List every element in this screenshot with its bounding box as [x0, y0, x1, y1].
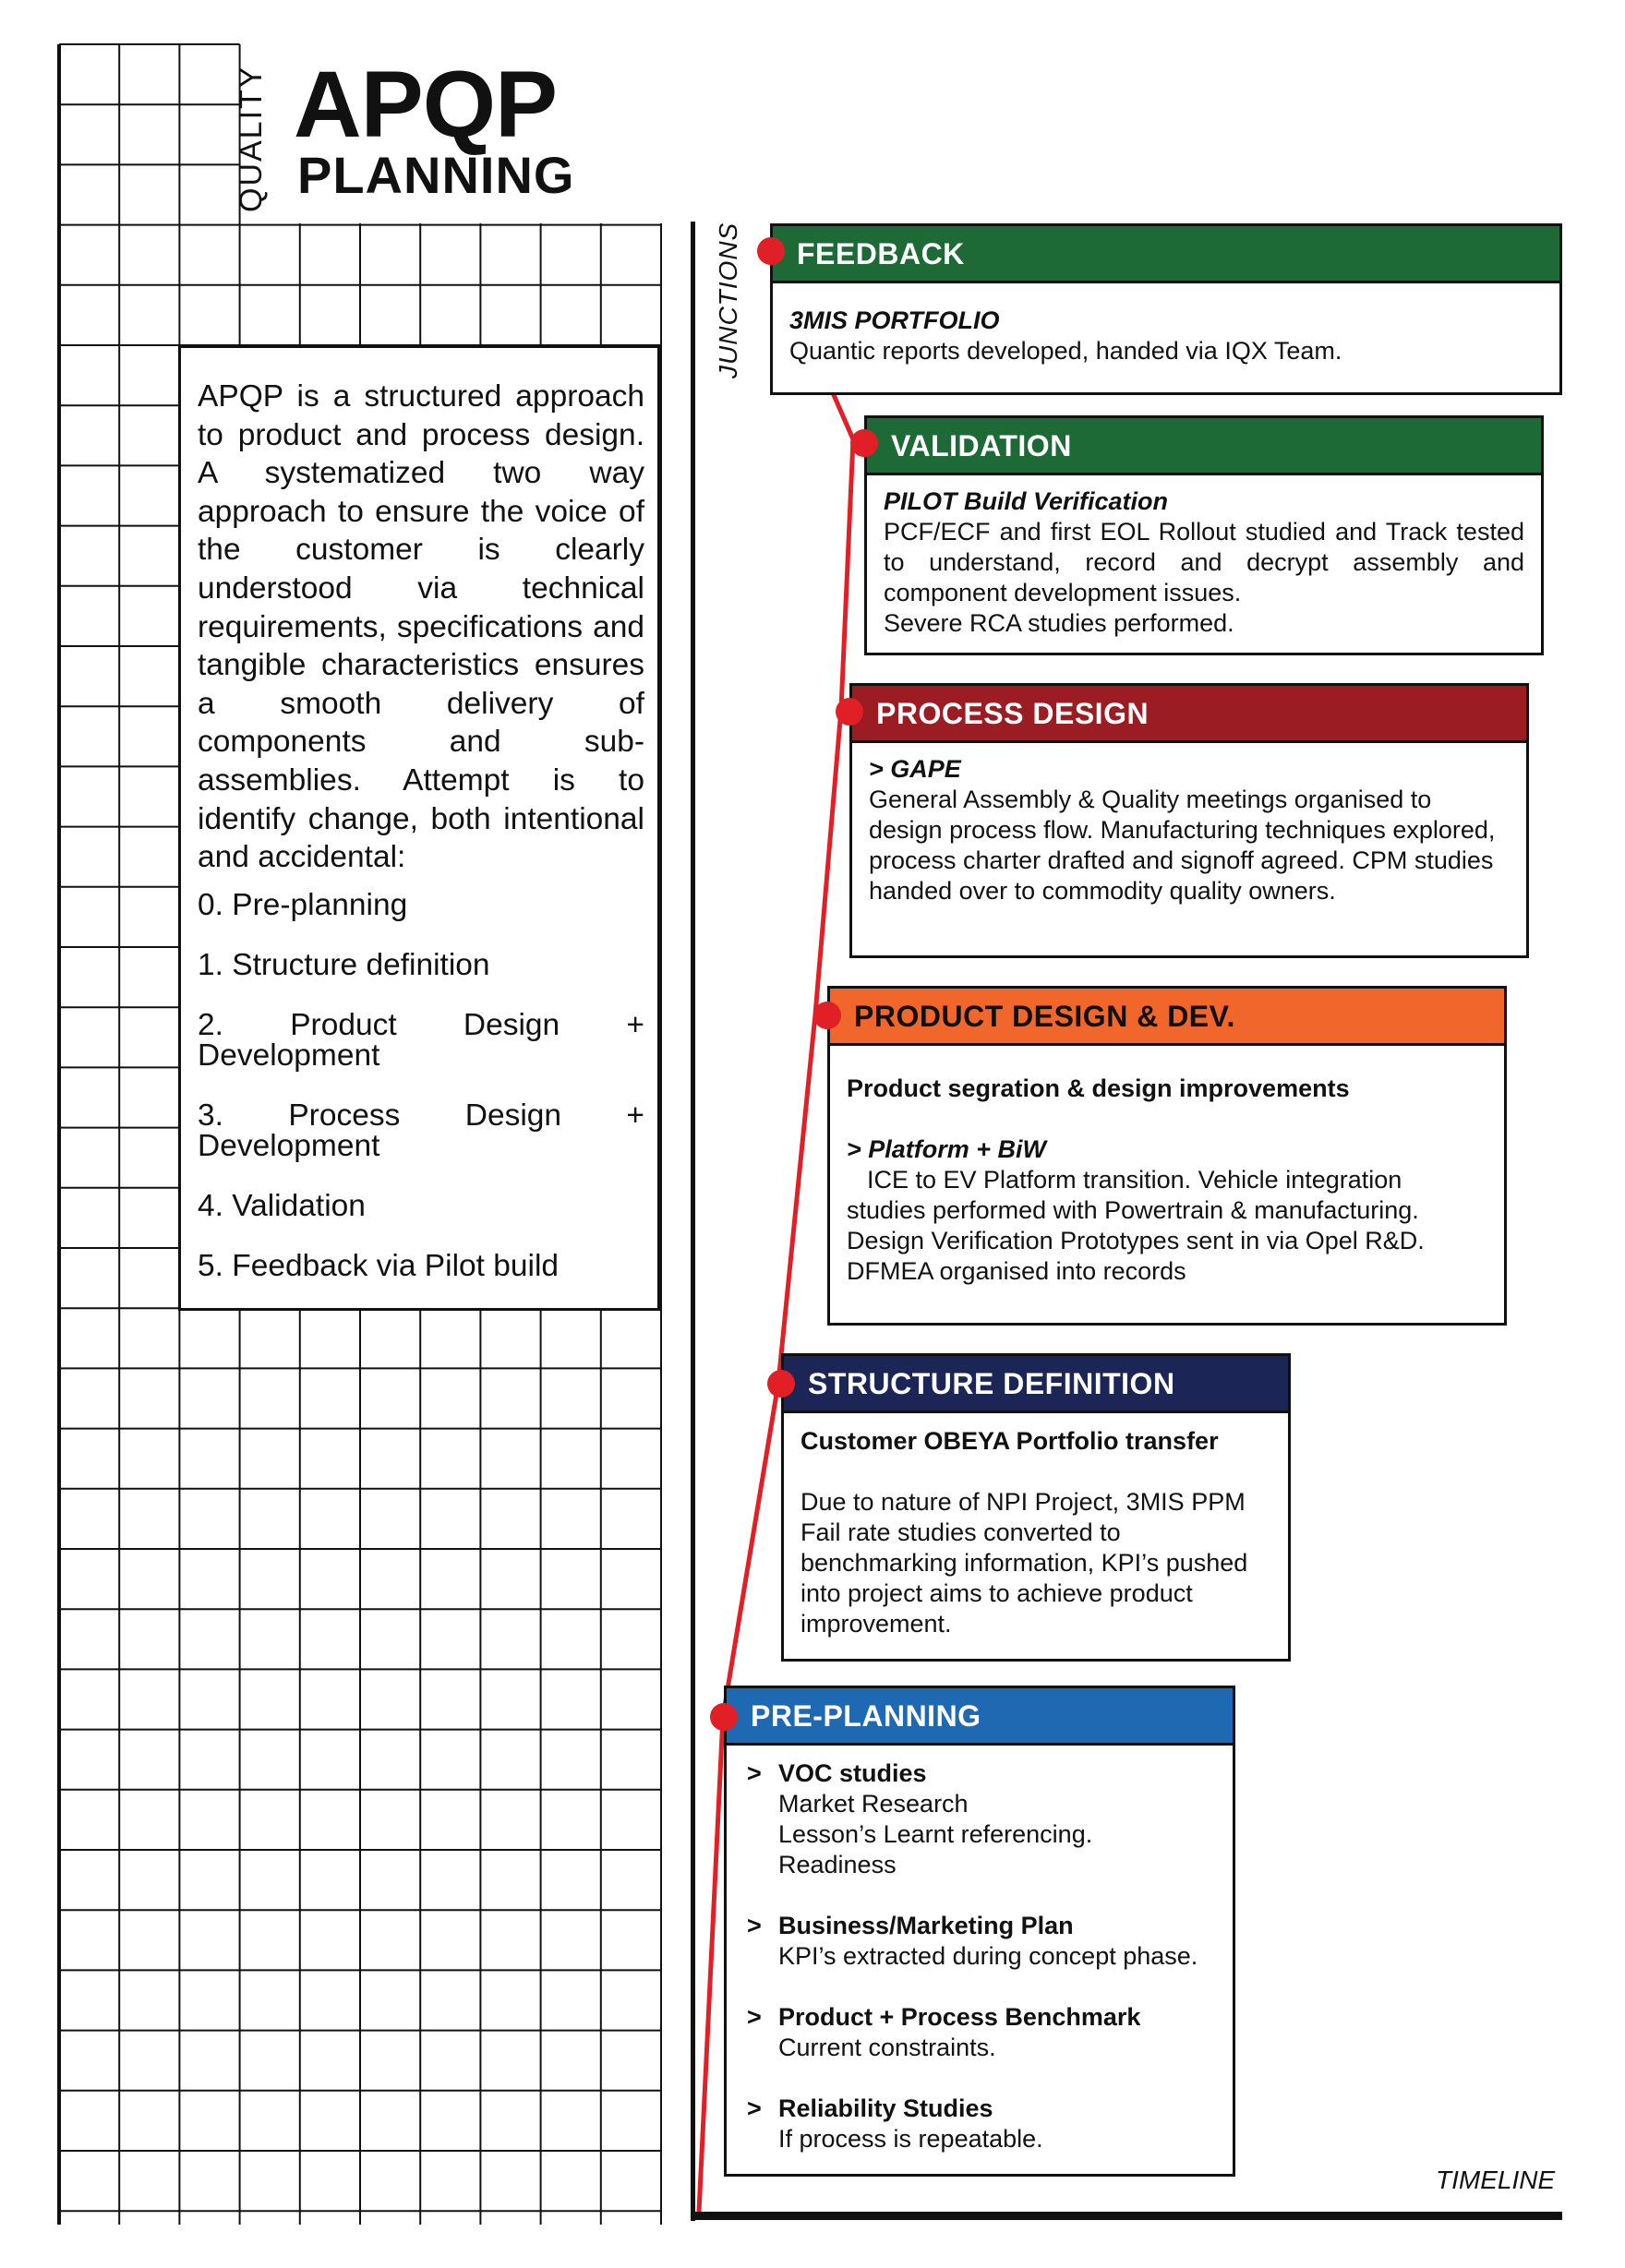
pre-planning-arrow: >	[747, 1759, 762, 1787]
process-design-text: General Assembly & Quality meetings organised to design process flow. Manufacturing techniques explored, process charter drafted and signoff agreed. CPM studies handed over to commodity quality owners.	[869, 786, 1496, 905]
pre-planning-item-line: Readiness	[778, 1851, 897, 1878]
pre-planning-item-line: KPI’s extracted during concept phase.	[778, 1942, 1198, 1970]
pre-planning-item-line: Lesson’s Learnt referencing.	[778, 1820, 1093, 1848]
title-quality-label: QUALITY	[234, 65, 269, 212]
feedback-card	[770, 223, 1562, 395]
validation-text: PCF/ECF and first EOL Rollout studied and Track tested to understand, record and decrypt assembly and component development issues.	[884, 518, 1524, 606]
pre-planning-item	[747, 2002, 1216, 2063]
junctions-axis	[691, 222, 695, 2221]
validation-subtitle: PILOT Build Verification	[884, 487, 1169, 515]
pre-planning-arrow: >	[747, 2003, 762, 2031]
phase-list-item: 3. Process Design + Development	[198, 1098, 644, 1163]
process-design-subtitle: > GAPE	[869, 755, 961, 783]
product-design-title: Product segration & design improvements	[847, 1074, 1350, 1102]
pre-planning-item-title: VOC studies	[778, 1759, 927, 1787]
structure-definition-text: Due to nature of NPI Project, 3MIS PPM Fail rate studies converted to benchmarking information, KPI’s pushed into project aims to achieve product improvement.	[800, 1488, 1248, 1638]
phase-list-item: 1. Structure definition	[198, 947, 490, 982]
page-subtitle: PLANNING	[297, 146, 575, 204]
phase-list-item: 5. Feedback via Pilot build	[198, 1248, 560, 1283]
junction-dot-feedback	[757, 237, 785, 265]
product-design-header: PRODUCT DESIGN & DEV.	[830, 989, 1504, 1046]
phase-list-item: 0. Pre-planning	[198, 887, 408, 922]
process-design-header: PROCESS DESIGN	[852, 686, 1526, 743]
validation-card	[864, 415, 1544, 655]
timeline-axis	[691, 2212, 1562, 2220]
pre-planning-card	[724, 1686, 1235, 2177]
intro-paragraph: APQP is a structured approach to product and process design. A systematized two way approach to ensure the voice of the customer is clearly understood via technical requirements, specifications and tangible characteristics ensures a smooth delivery of components and sub-assemblies. Attempt is to identify change, both intentional and accidental:	[198, 379, 644, 875]
pre-planning-item-line: Current constraints.	[778, 2034, 996, 2061]
phase-list	[198, 887, 644, 1283]
pre-planning-item	[747, 1758, 1216, 1880]
junction-dot-validation	[850, 429, 878, 457]
page-title: APQP	[294, 52, 558, 157]
intro-panel	[178, 345, 660, 1311]
feedback-subtitle: 3MIS PORTFOLIO	[789, 306, 1000, 334]
pre-planning-item-title: Business/Marketing Plan	[778, 1912, 1074, 1939]
validation-header: VALIDATION	[867, 418, 1541, 475]
phase-list-item: 4. Validation	[198, 1188, 366, 1223]
junction-dot-process-design	[836, 698, 863, 726]
product-design-text: ICE to EV Platform transition. Vehicle integration studies performed with Powertrain & manufacturing. Design Verification Prototypes sent in via Opel R&D. DFMEA organised into records	[847, 1166, 1425, 1285]
product-design-card	[827, 986, 1507, 1326]
pre-planning-item	[747, 1911, 1216, 1972]
timeline-axis-label: TIMELINE	[1436, 2166, 1556, 2194]
junction-dot-structure-definition	[767, 1370, 795, 1398]
pre-planning-item-title: Reliability Studies	[778, 2094, 993, 2122]
structure-definition-title: Customer OBEYA Portfolio transfer	[800, 1427, 1219, 1455]
validation-text-2: Severe RCA studies performed.	[884, 609, 1234, 637]
phase-list-item: 2. Product Design + Development	[198, 1007, 644, 1073]
pre-planning-item	[747, 2094, 1216, 2154]
junction-dot-product-design	[813, 1002, 841, 1029]
pre-planning-item-line: If process is repeatable.	[778, 2125, 1043, 2153]
pre-planning-header: PRE-PLANNING	[727, 1688, 1233, 1746]
pre-planning-item-line: Market Research	[778, 1790, 969, 1818]
feedback-header: FEEDBACK	[773, 226, 1559, 283]
pre-planning-item-title: Product + Process Benchmark	[778, 2003, 1141, 2031]
pre-planning-arrow: >	[747, 1912, 762, 1939]
feedback-text: Quantic reports developed, handed via IQX Team.	[789, 337, 1342, 365]
structure-definition-card	[781, 1353, 1291, 1662]
junctions-axis-label: JUNCTIONS	[714, 222, 742, 378]
process-design-card	[849, 683, 1529, 958]
pre-planning-arrow: >	[747, 2094, 762, 2122]
structure-definition-header: STRUCTURE DEFINITION	[784, 1356, 1288, 1413]
product-design-subtitle: > Platform + BiW	[847, 1135, 1047, 1163]
junction-dot-pre-planning	[710, 1703, 738, 1731]
